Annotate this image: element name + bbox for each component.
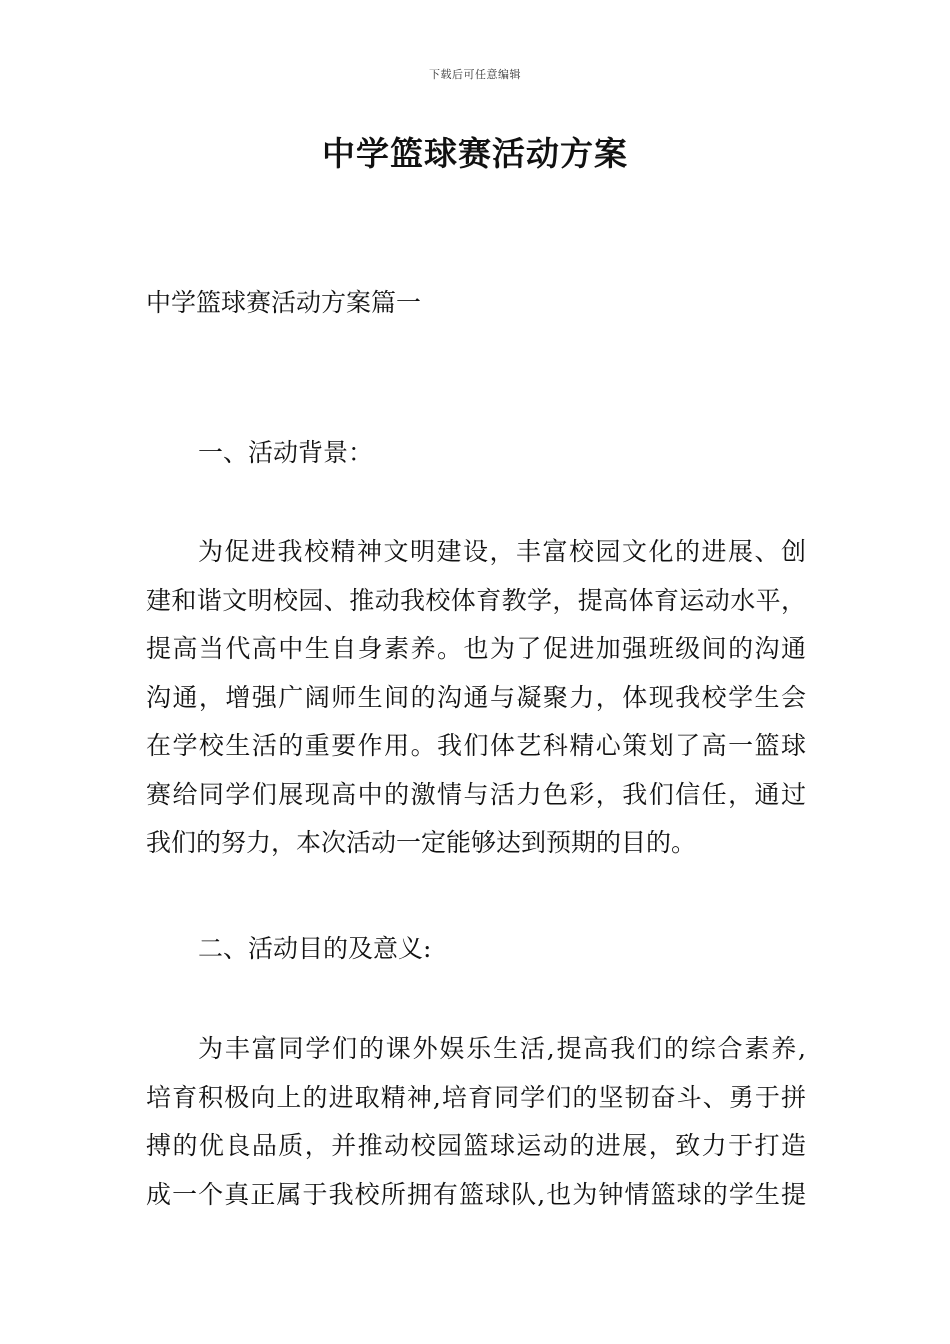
paragraph-line: 在学校生活的重要作用。我们体艺科精心策划了高一篮球 (146, 731, 806, 760)
document-title: 中学篮球赛活动方案 (322, 134, 628, 173)
paragraph-line: 提高当代高中生自身素养。也为了促进加强班级间的沟通 (146, 634, 806, 663)
section-heading-purpose: 二、活动目的及意义: (198, 934, 432, 963)
paragraph-line: 建和谐文明校园、推动我校体育教学，提高体育运动水平， (146, 585, 806, 615)
section-paragraph-background (146, 528, 806, 868)
document-subtitle: 中学篮球赛活动方案篇一 (146, 288, 422, 317)
paragraph-line: 为促进我校精神文明建设，丰富校园文化的进展、创 (198, 537, 806, 566)
paragraph-line: 我们的努力，本次活动一定能够达到预期的目的。 (146, 828, 697, 857)
header-note: 下载后可任意编辑 (429, 68, 521, 81)
section-paragraph-purpose (146, 1025, 806, 1219)
section-heading-background: 一、活动背景： (198, 438, 374, 467)
paragraph-line: 搏的优良品质，并推动校园篮球运动的进展，致力于打造 (146, 1131, 806, 1160)
paragraph-line: 成一个真正属于我校所拥有篮球队,也为钟情篮球的学生提 (146, 1179, 806, 1209)
paragraph-line: 为丰富同学们的课外娱乐生活,提高我们的综合素养, (198, 1034, 806, 1063)
paragraph-line: 培育积极向上的进取精神,培育同学们的坚韧奋斗、勇于拼 (146, 1082, 806, 1112)
paragraph-line: 沟通，增强广阔师生间的沟通与凝聚力，体现我校学生会 (146, 682, 806, 712)
paragraph-line: 赛给同学们展现高中的激情与活力色彩，我们信任，通过 (146, 779, 806, 809)
